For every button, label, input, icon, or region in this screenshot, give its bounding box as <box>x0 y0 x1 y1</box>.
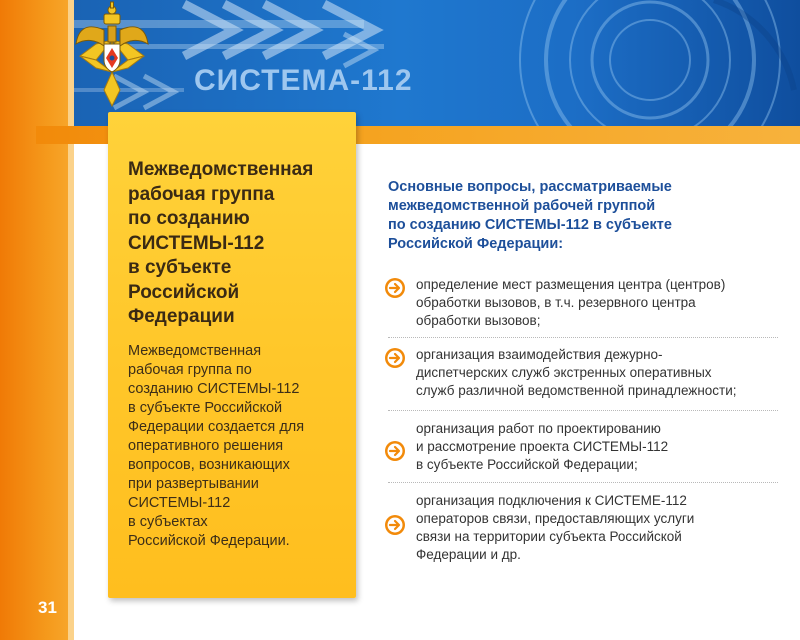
divider <box>388 482 778 483</box>
divider <box>388 337 778 338</box>
list-item-text: организация подключения к СИСТЕМЕ-112 операторов связи, предоставляющих услуги связи на территории субъекта Российской Федерации и др. <box>416 493 695 562</box>
arrow-circle-icon <box>384 440 406 462</box>
arrow-circle-icon <box>384 277 406 299</box>
page-number-box <box>0 594 68 624</box>
banner-title: СИСТЕМА-112 <box>194 64 413 97</box>
page-number: 31 <box>38 598 57 617</box>
card-title: Межведомственная рабочая группа по созданию СИСТЕМЫ-112 в субъекте Российской Федерации <box>128 159 314 327</box>
header-banner <box>74 0 800 128</box>
list-item-text: организация работ по проектированию и рассмотрение проекта СИСТЕМЫ-112 в субъекте Российской Федерации; <box>416 421 669 472</box>
arrow-circle-icon <box>384 347 406 369</box>
banner-arrows-graphic <box>74 0 800 128</box>
divider <box>388 410 778 411</box>
list-item-text: организация взаимодействия дежурно- диспетчерских служб экстренных оперативных служб различной ведомственной принадлежности; <box>416 347 737 398</box>
list-item-text: определение мест размещения центра (центров) обработки вызовов, в т.ч. резервного центра обработки вызовов; <box>416 277 726 328</box>
questions-heading: Основные вопросы, рассматриваемые межведомственной рабочей группой по созданию СИСТЕМЫ-112 в субъекте Российской Федерации: <box>388 179 672 252</box>
card-body-text: Межведомственная рабочая группа по созданию СИСТЕМЫ-112 в субъекте Российской Федерации создается для оперативного решения вопросов, возникающих при развертывании СИСТЕМЫ-112 в субъектах Российской Федерации. <box>128 343 305 549</box>
arrow-circle-icon <box>384 514 406 536</box>
mchs-emblem-icon <box>74 0 150 112</box>
left-stripe <box>0 0 68 640</box>
